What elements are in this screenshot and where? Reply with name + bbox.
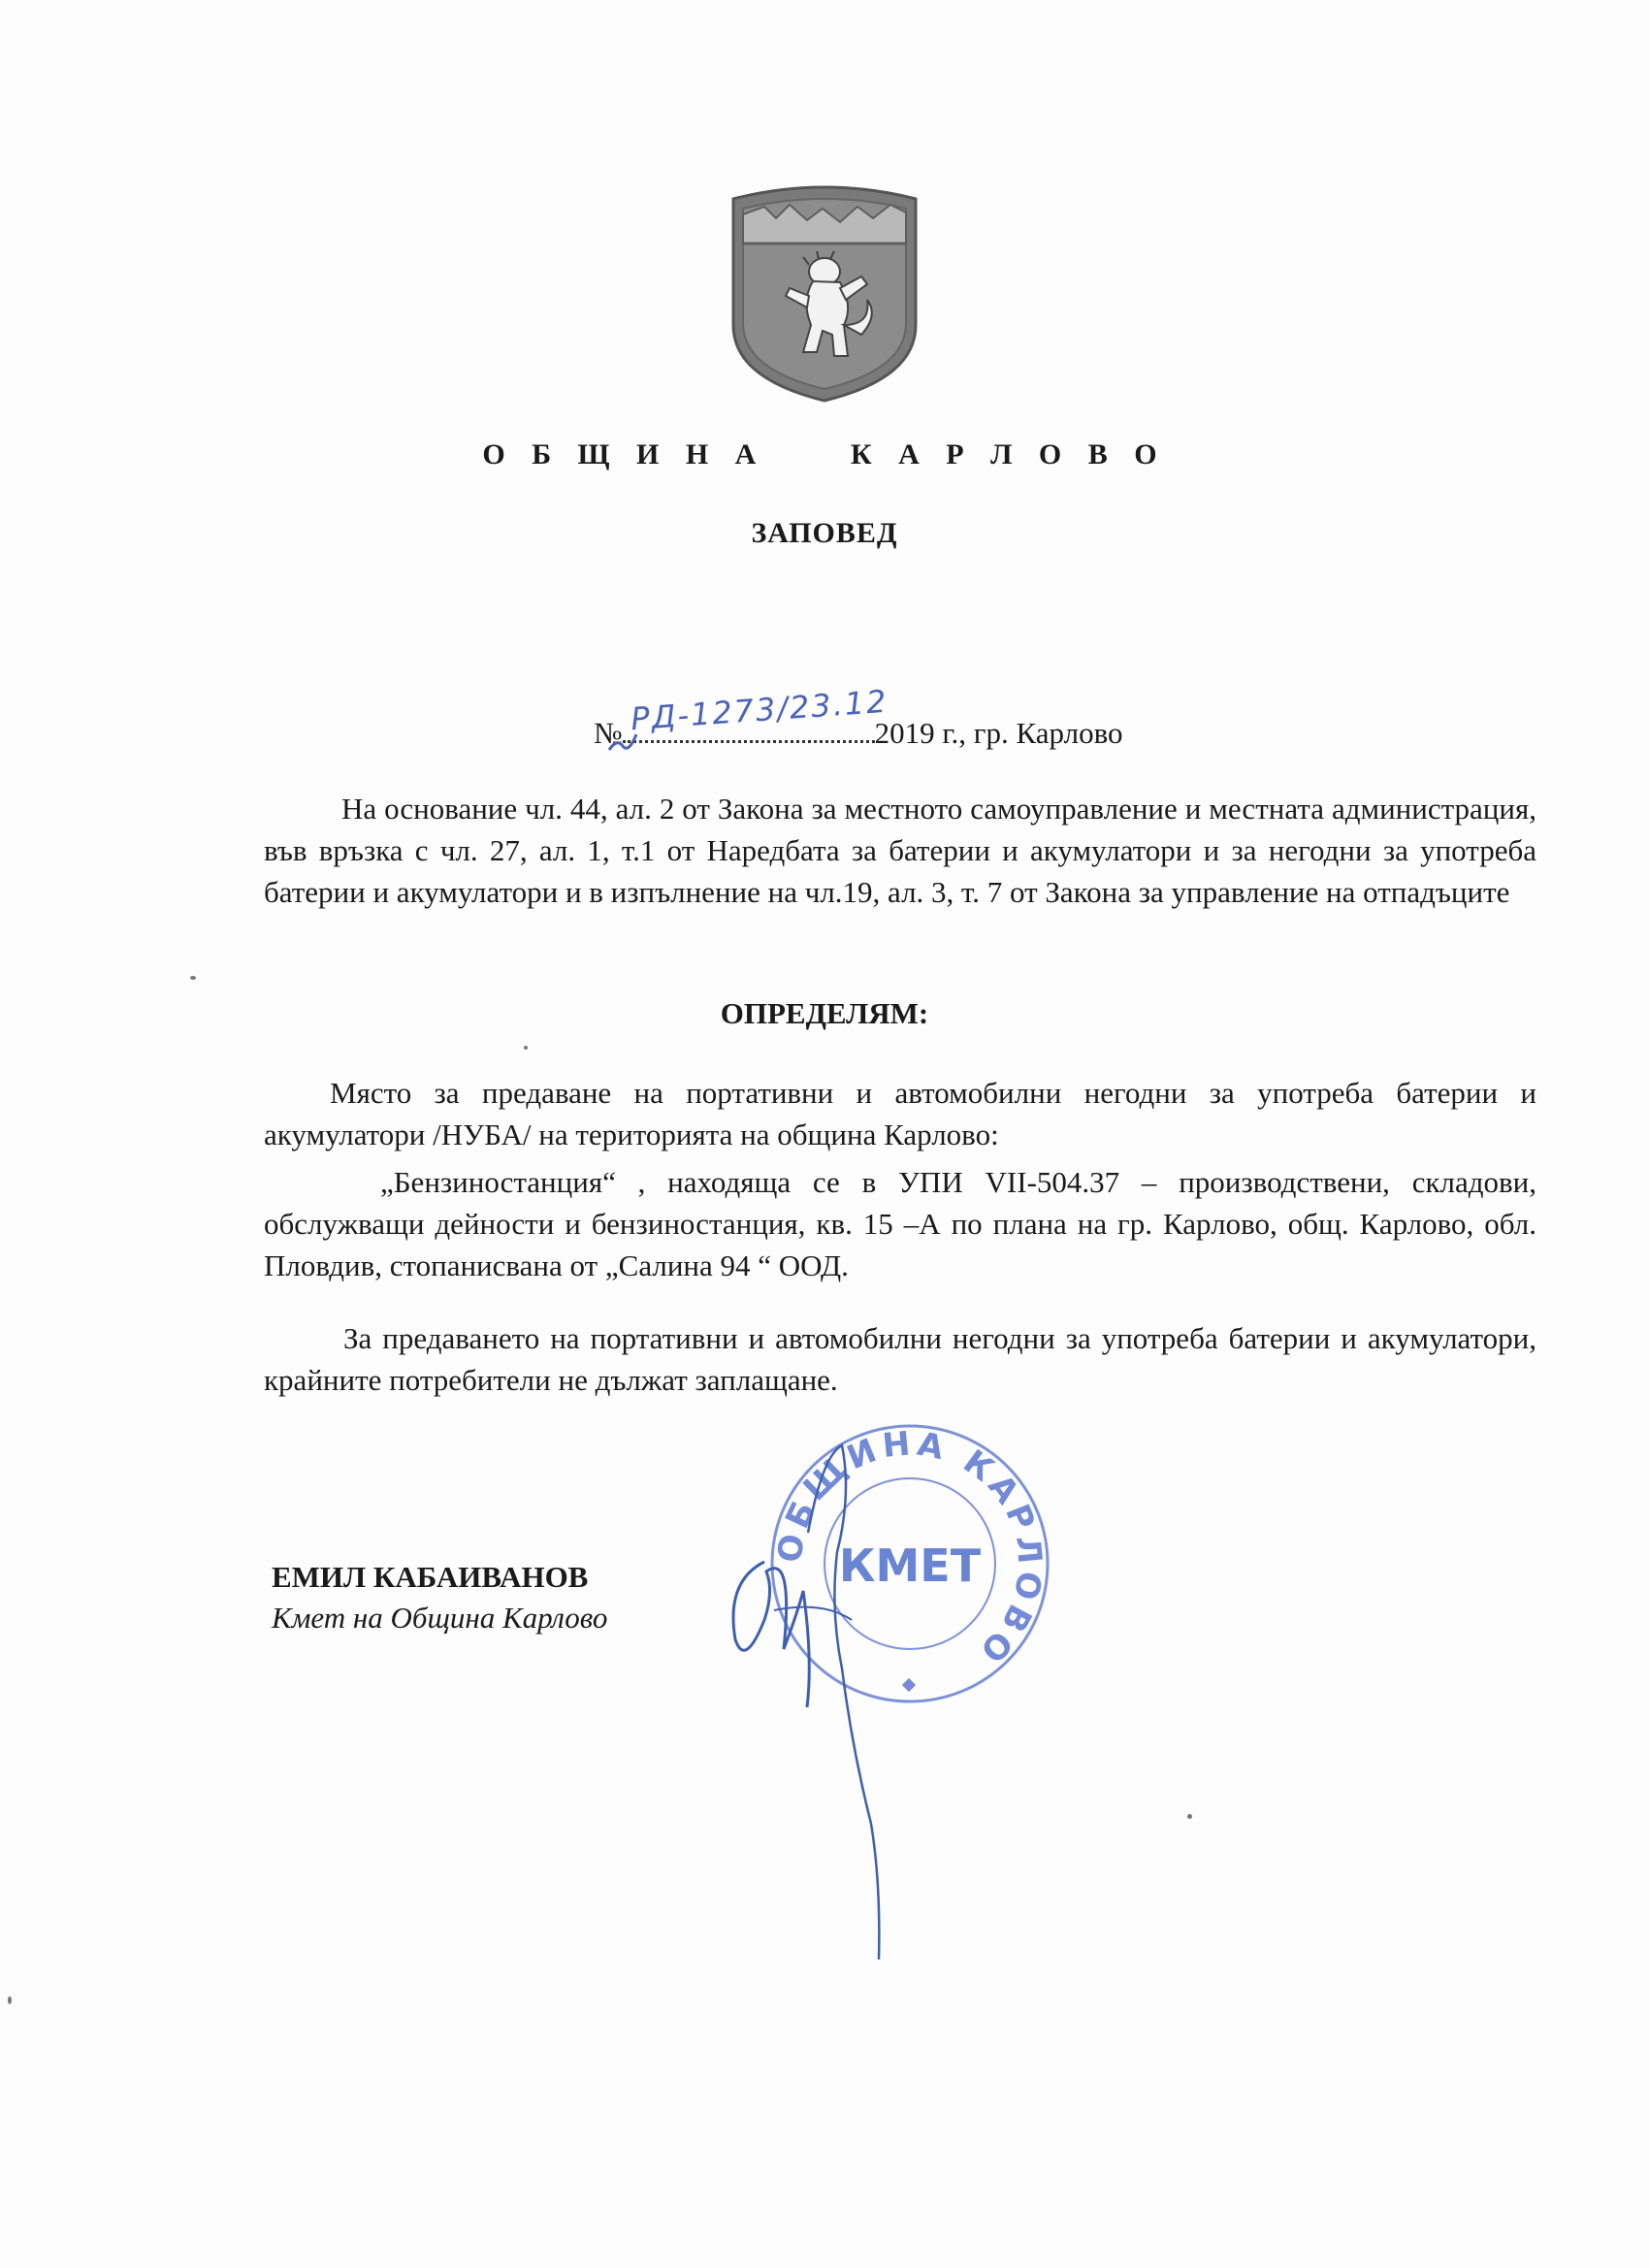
paragraph-legal-basis: На основание чл. 44, ал. 2 от Закона за местното самоуправление и местната администрация, във връзка с чл. 27, ал. 1, т.1 от Наредбата за батерии и акумулатори и за негодни за употреба батерии и акумулатори и в изпълнение на чл.19, ал. 3, т. 7 от Закона за управление на отпадъците <box>264 792 1536 909</box>
stamp-ring-text: ОБЩИНА КАРЛОВО <box>770 1424 1050 1673</box>
scan-speck <box>190 976 196 980</box>
paragraph-collection-place: Място за предаване на портативни и автомобилни негодни за употреба батерии и акумулатори /НУБА/ на територията на община Карлово: <box>264 1076 1536 1151</box>
order-date-place: 2019 г., гр. Карлово <box>874 716 1123 750</box>
scan-speck <box>1187 1814 1192 1819</box>
stamp-center-text: КМЕТ <box>838 1539 982 1592</box>
order-number-line <box>594 682 1123 751</box>
paragraph-location: „Бензиностанция“ , находяща се в УПИ VІІ-504.37 – производствени, складови, обслужващи дейности и бензиностанция, кв. 15 –А по плана на гр. Карлово, общ. Карлово, обл. Пловдив, стопанисвана от „Салина 94 “ ООД. <box>264 1165 1536 1282</box>
number-field <box>623 682 889 743</box>
municipality-name: О Б Щ И Н А К А Р Л О В О <box>482 438 1167 470</box>
number-sign: № <box>594 716 623 750</box>
scan-speck <box>8 1996 12 2004</box>
coat-of-arms-icon <box>726 179 923 403</box>
document-type-title: ЗАПОВЕД <box>751 517 898 549</box>
paragraph-payment: За предаването на портативни и автомобилни негодни за употреба батерии и акумулатори, крайните потребители не дължат заплащане. <box>264 1321 1536 1397</box>
decision-heading: ОПРЕДЕЛЯМ: <box>720 996 929 1030</box>
scan-speck <box>524 1046 528 1050</box>
pen-stroke-icon <box>607 725 640 754</box>
handwritten-number: РД-1273/23.12 <box>629 682 889 738</box>
signer-title: Кмет на Община Карлово <box>272 1601 608 1635</box>
signer-name: ЕМИЛ КАБАИВАНОВ <box>272 1560 589 1594</box>
handwritten-signature <box>706 1416 958 1998</box>
